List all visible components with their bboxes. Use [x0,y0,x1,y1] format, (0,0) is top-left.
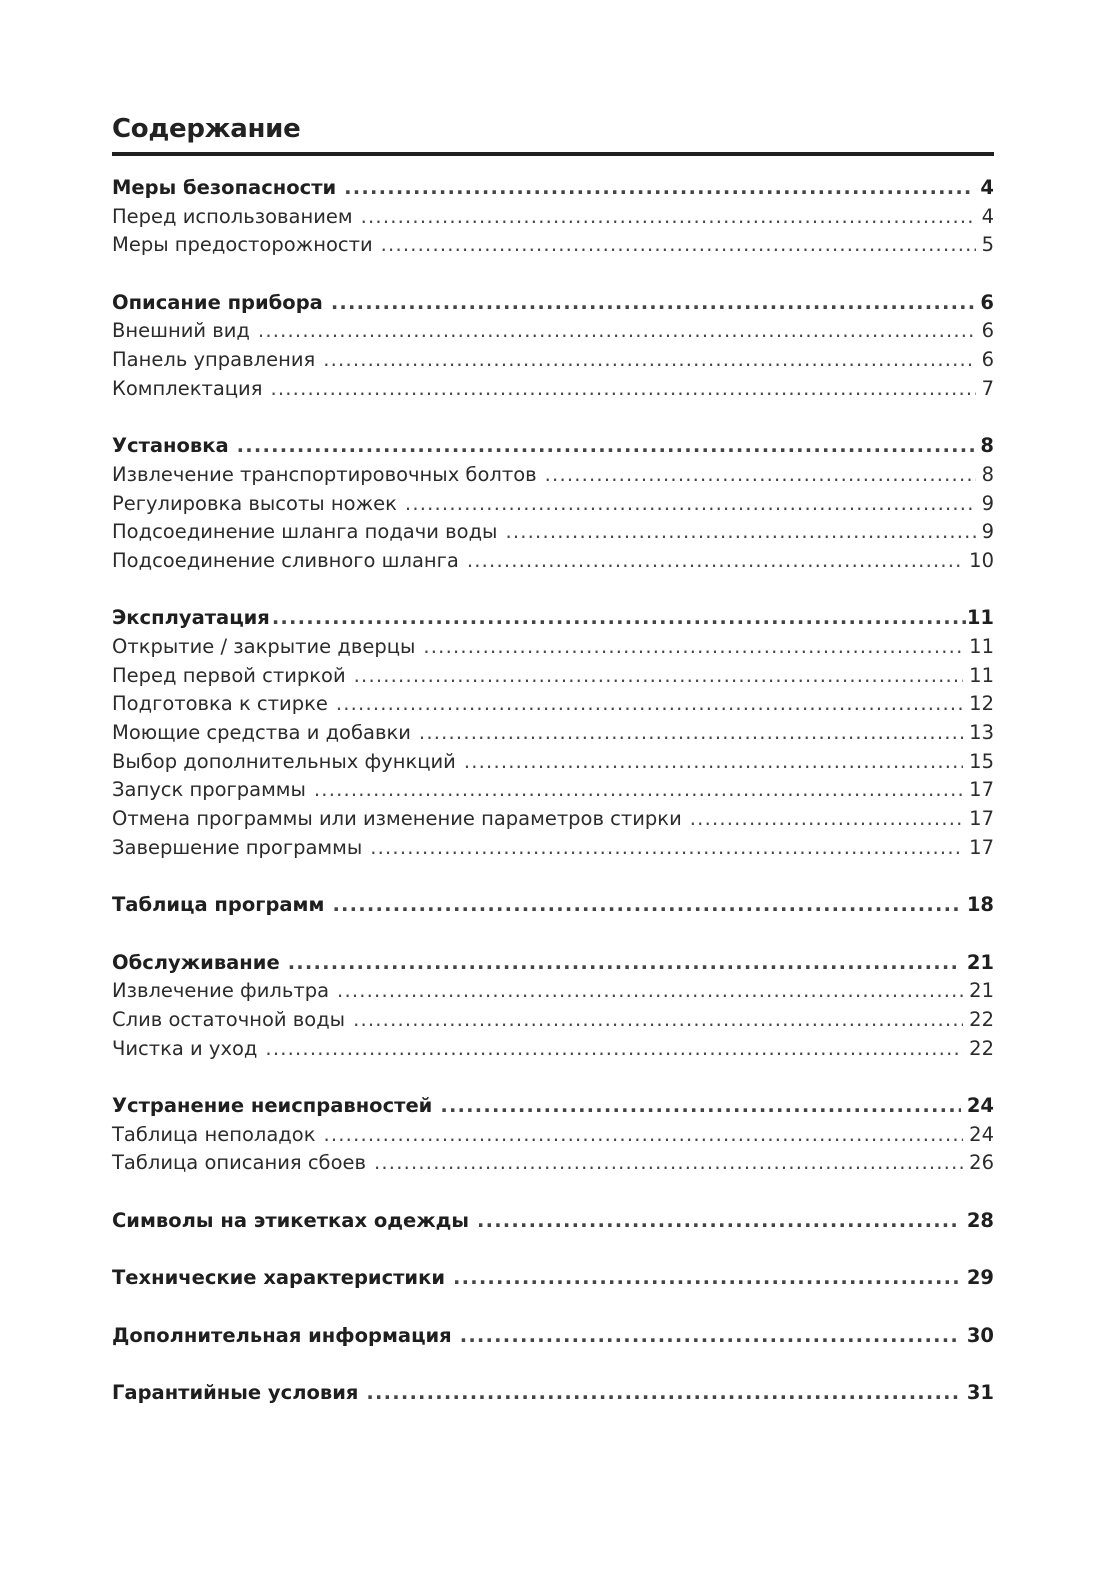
toc-entry-label: Комплектация [112,376,263,400]
dot-leader [477,1207,961,1236]
dot-leader [370,834,963,863]
toc-section [112,1264,994,1293]
toc-page-number: 4 [980,176,994,199]
toc-page-number: 6 [981,319,994,343]
toc-chapter-entry[interactable] [112,949,994,978]
dot-leader [381,231,976,260]
toc-entry-label: Подсоединение сливного шланга [112,548,459,572]
toc-section [112,1092,994,1178]
toc-subsection-entry[interactable] [112,231,994,260]
dot-leader [453,1264,961,1293]
dot-leader [323,1121,963,1150]
toc-entry-label: Обслуживание [112,950,280,974]
toc-entry-label: Меры предосторожности [112,233,373,257]
toc-page-number: 6 [981,348,994,372]
toc-subsection-entry[interactable] [112,346,994,375]
toc-page-number: 18 [966,893,994,917]
dot-leader [361,203,976,232]
toc-entry-label: Запуск программы [112,778,306,802]
dot-leader [265,1035,963,1064]
toc-chapter-entry[interactable] [112,1092,994,1121]
toc-subsection-entry[interactable] [112,547,994,576]
toc-chapter-entry[interactable] [112,1379,994,1408]
toc-subsection-entry[interactable] [112,748,994,777]
dot-leader [323,346,975,375]
dot-leader [332,891,960,920]
toc-entry-label: Подсоединение шланга подачи воды [112,520,498,544]
toc-page-number: 7 [981,376,994,400]
toc-subsection-entry[interactable] [112,805,994,834]
toc-entry-label: Устранение неисправностей [112,1094,433,1117]
toc-subsection-entry[interactable] [112,375,994,404]
toc-entry-label: Панель управления [112,348,316,372]
dot-leader [314,776,963,805]
toc-subsection-entry[interactable] [112,977,994,1006]
toc-entry-label: Извлечение фильтра [112,979,330,1003]
toc-page-number: 4 [981,204,994,228]
toc-entry-label: Таблица описания сбоев [112,1151,366,1175]
toc-page-number: 21 [969,979,994,1003]
toc-section [112,174,994,260]
toc-subsection-entry[interactable] [112,1121,994,1150]
toc-section [112,949,994,1064]
toc-page-number: 8 [980,434,994,458]
toc-page-number: 17 [969,778,994,802]
toc-entry-label: Описание прибора [112,290,323,314]
toc-chapter-entry[interactable] [112,1264,994,1293]
toc-entry-label: Меры безопасности [112,176,337,199]
dot-leader [337,977,963,1006]
toc-entry-label: Слив остаточной воды [112,1007,346,1031]
toc-entry-label: Технические характеристики [112,1266,445,1290]
toc-subsection-entry[interactable] [112,690,994,719]
toc-entry-label: Эксплуатация [112,606,270,630]
toc-page-number: 29 [966,1266,994,1290]
dot-leader [288,949,961,978]
toc-chapter-entry[interactable] [112,432,994,461]
toc-page-number: 9 [981,520,994,544]
table-of-contents [112,174,994,1408]
toc-section [112,1322,994,1351]
toc-page-number: 6 [980,290,994,314]
toc-chapter-entry[interactable] [112,1322,994,1351]
dot-leader [258,317,976,346]
toc-page-number: 11 [969,635,994,658]
toc-entry-label: Завершение программы [112,835,363,859]
toc-page-number: 11 [969,663,994,687]
toc-entry-label: Регулировка высоты ножек [112,491,397,515]
dot-leader [505,518,975,547]
toc-page-number: 24 [966,1094,994,1117]
toc-page-number: 21 [966,950,994,974]
toc-subsection-entry[interactable] [112,719,994,748]
toc-entry-label: Символы на этикетках одежды [112,1208,469,1232]
toc-chapter-entry[interactable] [112,174,994,203]
toc-subsection-entry[interactable] [112,203,994,232]
dot-leader [374,1149,963,1178]
title-divider [112,152,994,156]
toc-subsection-entry[interactable] [112,834,994,863]
toc-page-number: 24 [969,1122,994,1146]
dot-leader [545,461,976,490]
toc-entry-label: Отмена программы или изменение параметров стирки [112,807,682,831]
toc-page-number: 11 [966,606,994,630]
dot-leader [270,375,975,404]
toc-page-number: 5 [981,233,994,257]
dot-leader [464,748,963,777]
toc-entry-label: Гарантийные условия [112,1380,359,1404]
dot-leader [419,719,963,748]
toc-section [112,891,994,920]
toc-page-number: 8 [981,462,994,486]
dot-leader [690,805,963,834]
toc-subsection-entry[interactable] [112,776,994,805]
toc-page-number: 12 [969,692,994,716]
dot-leader [353,1006,963,1035]
toc-section [112,1207,994,1236]
toc-page [112,108,994,1436]
toc-entry-label: Внешний вид [112,319,250,343]
toc-entry-label: Открытие / закрытие дверцы [112,635,416,658]
dot-leader [366,1379,960,1408]
toc-page-number: 15 [969,749,994,773]
dot-leader [344,174,974,203]
toc-page-number: 28 [966,1208,994,1232]
toc-entry-label: Перед использованием [112,204,353,228]
toc-entry-label: Таблица неполадок [112,1122,316,1146]
toc-entry-label: Подготовка к стирке [112,692,328,716]
dot-leader [354,662,964,691]
toc-chapter-entry[interactable] [112,1207,994,1236]
toc-subsection-entry[interactable] [112,461,994,490]
toc-page-number: 22 [969,1007,994,1031]
toc-page-number: 17 [969,835,994,859]
dot-leader [440,1092,961,1121]
toc-entry-label: Чистка и уход [112,1036,258,1060]
toc-chapter-entry[interactable] [112,289,994,318]
toc-subsection-entry[interactable] [112,1035,994,1064]
toc-page-number: 10 [969,548,994,572]
dot-leader [467,547,963,576]
toc-subsection-entry[interactable] [112,518,994,547]
toc-page-number: 30 [966,1323,994,1347]
toc-subsection-entry[interactable] [112,1006,994,1035]
toc-section [112,289,994,404]
dot-leader [405,490,976,519]
toc-entry-label: Дополнительная информация [112,1323,452,1347]
toc-subsection-entry[interactable] [112,1149,994,1178]
toc-page-number: 31 [966,1380,994,1404]
toc-page-number: 26 [969,1151,994,1175]
dot-leader [460,1322,961,1351]
toc-chapter-entry[interactable] [112,891,994,920]
toc-entry-label: Таблица программ [112,893,325,917]
dot-leader [237,432,975,461]
toc-subsection-entry[interactable] [112,317,994,346]
toc-page-number: 9 [981,491,994,515]
dot-leader [272,604,967,633]
toc-page-number: 17 [969,807,994,831]
toc-section [112,1379,994,1408]
toc-entry-label: Выбор дополнительных функций [112,749,456,773]
toc-subsection-entry[interactable] [112,662,994,691]
dot-leader [423,633,963,662]
toc-entry-label: Перед первой стиркой [112,663,346,687]
toc-chapter-entry[interactable] [112,604,994,633]
toc-section [112,604,994,862]
toc-entry-label: Моющие средства и добавки [112,721,411,745]
toc-entry-label: Установка [112,434,229,458]
toc-entry-label: Извлечение транспортировочных болтов [112,462,537,486]
toc-subsection-entry[interactable] [112,490,994,519]
toc-page-number: 22 [969,1036,994,1060]
toc-page-number: 13 [969,721,994,745]
toc-section [112,432,994,575]
dot-leader [336,690,963,719]
dot-leader [331,289,975,318]
page-title: Содержание [112,114,301,144]
toc-subsection-entry[interactable] [112,633,994,662]
